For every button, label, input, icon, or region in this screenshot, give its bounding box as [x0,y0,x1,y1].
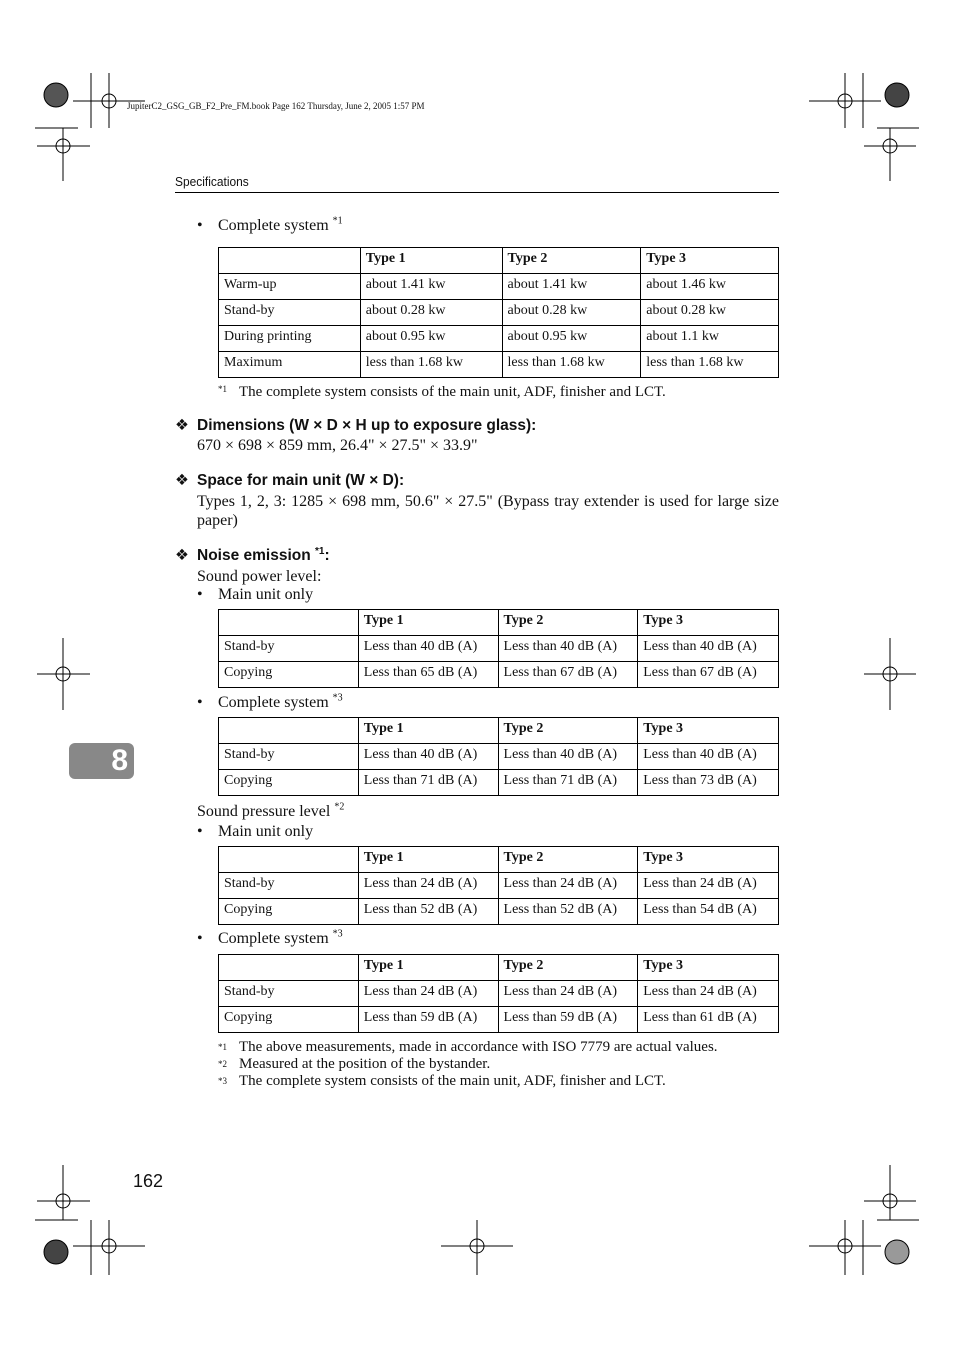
table-row [219,662,779,688]
table-row [219,274,779,300]
table-cell: Type 2 [498,955,638,981]
running-header: Specifications [175,174,249,189]
table-cell: less than 1.68 kw [641,352,779,378]
table-cell: Less than 40 dB (A) [358,636,498,662]
power-table [218,247,779,378]
sound-power-main-table [218,609,779,688]
table-cell: Less than 73 dB (A) [638,770,779,796]
table-cell: Type 2 [498,610,638,636]
table-cell: Copying [219,662,359,688]
table-cell: Less than 24 dB (A) [638,873,779,899]
table-row [219,981,779,1007]
table-cell: During printing [219,326,361,352]
table-cell: about 0.95 kw [502,326,641,352]
footnote-2: *2 Measured at the position of the bystander. [218,1056,491,1072]
sound-power-complete-table [218,717,779,796]
table-cell: Less than 59 dB (A) [498,1007,638,1033]
header-rule [175,192,779,193]
table-row [219,744,779,770]
table-cell: Copying [219,1007,359,1033]
table-cell: Type 3 [641,248,779,274]
footnote-3: *3 The complete system consists of the main unit, ADF, finisher and LCT. [218,1073,666,1089]
table-cell: Type 3 [638,847,779,873]
space-heading: ❖ Space for main unit (W × D): [175,472,405,489]
table-cell [219,955,359,981]
table-cell: Less than 67 dB (A) [498,662,638,688]
footnote-1: *1 The above measurements, made in accordance with ISO 7779 are actual values. [218,1039,718,1055]
sp-complete-bullet: • Complete system $^{*3}$ [197,692,343,711]
table-row [219,1007,779,1033]
table-cell [219,610,359,636]
table-cell: about 1.41 kw [360,274,502,300]
table-cell: Less than 24 dB (A) [498,873,638,899]
table-cell [219,248,361,274]
table-cell: Type 1 [358,847,498,873]
table-cell: Less than 40 dB (A) [638,744,779,770]
table-cell: Copying [219,899,359,925]
table-cell: Type 2 [498,718,638,744]
table-header-row [219,248,779,274]
table-row [219,873,779,899]
table-cell: about 0.28 kw [641,300,779,326]
table-cell: Less than 40 dB (A) [638,636,779,662]
table-cell: Type 1 [358,955,498,981]
table-cell: Stand-by [219,873,359,899]
table-cell: Type 1 [358,610,498,636]
table-cell: Less than 40 dB (A) [498,636,638,662]
table-cell: Type 3 [638,610,779,636]
section-tab [69,743,134,779]
noise-heading: ❖ Noise emission $^{*1}$: [175,545,330,564]
table-cell: about 1.46 kw [641,274,779,300]
table-cell: Maximum [219,352,361,378]
table-row [219,770,779,796]
table-cell: Type 3 [638,718,779,744]
table-cell: Less than 65 dB (A) [358,662,498,688]
table-cell: Type 2 [498,847,638,873]
table-cell: about 0.28 kw [502,300,641,326]
table-row [219,326,779,352]
table-cell: Stand-by [219,300,361,326]
page-number: 162 [133,1171,164,1191]
table-cell: Stand-by [219,981,359,1007]
table-cell: about 0.95 kw [360,326,502,352]
print-info: JupiterC2_GSG_GB_F2_Pre_FM.book Page 162 Thursday, June 2, 2005 1:57 PM [127,101,425,111]
table-row [219,300,779,326]
table-cell [219,718,359,744]
sound-power-label: Sound power level: [197,568,322,585]
table-cell: Copying [219,770,359,796]
table-cell: Type 1 [360,248,502,274]
table-cell: Warm-up [219,274,361,300]
table-cell: less than 1.68 kw [502,352,641,378]
table-cell: about 0.28 kw [360,300,502,326]
table-cell: Stand-by [219,744,359,770]
sound-pressure-label: Sound pressure level $^{*2}$ [197,801,345,820]
section-tab-number: 8 [111,744,128,777]
table-cell: about 1.1 kw [641,326,779,352]
space-value: Types 1, 2, 3: 1285 × 698 mm, 50.6" × 27.5" (Bypass tray extender is used for large size paper) [197,493,779,529]
table-header-row [219,955,779,981]
table-header-row [219,610,779,636]
table-cell: Less than 61 dB (A) [638,1007,779,1033]
dimensions-heading: ❖ Dimensions (W × D × H up to exposure glass): [175,417,537,434]
pr-complete-bullet: • Complete system $^{*3}$ [197,928,343,947]
table-row [219,352,779,378]
table-cell [219,847,359,873]
table-cell: Less than 59 dB (A) [358,1007,498,1033]
table-row [219,899,779,925]
table-cell: Less than 24 dB (A) [638,981,779,1007]
table-cell: Type 2 [502,248,641,274]
table-cell: Less than 40 dB (A) [498,744,638,770]
table-cell: less than 1.68 kw [360,352,502,378]
table-cell: Less than 71 dB (A) [358,770,498,796]
table-cell: Stand-by [219,636,359,662]
sound-pressure-main-table [218,846,779,925]
table-cell: Less than 71 dB (A) [498,770,638,796]
dimensions-value: 670 × 698 × 859 mm, 26.4" × 27.5" × 33.9" [197,437,478,454]
pr-main-bullet: • Main unit only [197,823,314,840]
table-cell: Less than 40 dB (A) [358,744,498,770]
table-header-row [219,847,779,873]
table-cell: Less than 52 dB (A) [358,899,498,925]
table-header-row [219,718,779,744]
table-cell: Less than 67 dB (A) [638,662,779,688]
table-cell: Less than 24 dB (A) [358,981,498,1007]
table-cell: Type 3 [638,955,779,981]
table-cell: Less than 54 dB (A) [638,899,779,925]
noise-footnotes [218,1039,718,1090]
sp-main-bullet: • Main unit only [197,586,314,603]
table-cell: Less than 52 dB (A) [498,899,638,925]
power-footnote: *1 The complete system consists of the main unit, ADF, finisher and LCT. [218,384,666,400]
table-row [219,636,779,662]
table-cell: Type 1 [358,718,498,744]
sound-pressure-complete-table [218,954,779,1033]
table-cell: about 1.41 kw [502,274,641,300]
table-cell: Less than 24 dB (A) [358,873,498,899]
power-complete-bullet: • Complete system $^{*1}$ [197,215,343,234]
table-cell: Less than 24 dB (A) [498,981,638,1007]
